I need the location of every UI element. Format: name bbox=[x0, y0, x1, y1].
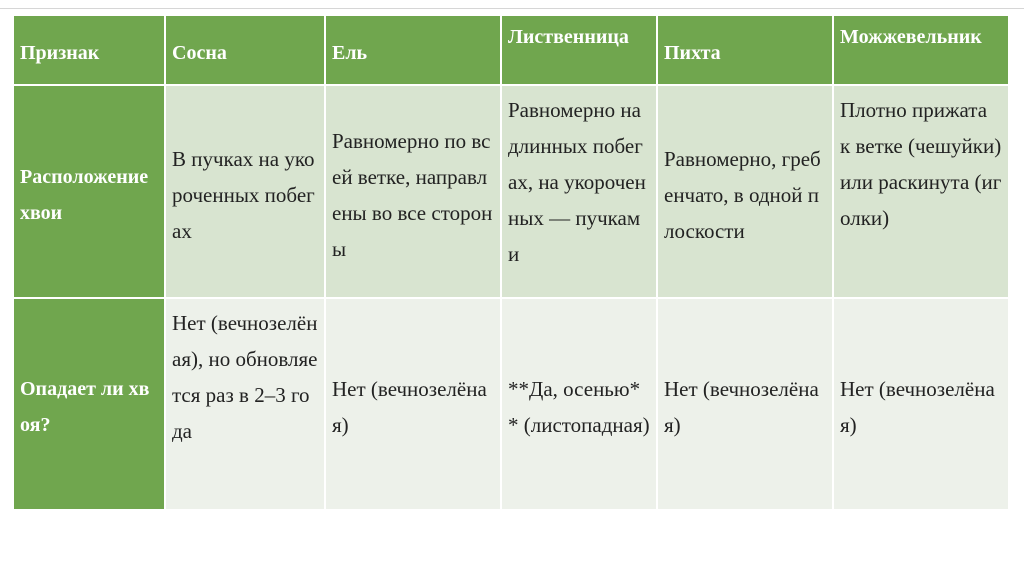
conifer-comparison-table bbox=[14, 16, 1010, 511]
header-feature: Признак bbox=[14, 16, 166, 86]
cell-spruce-shedding: Нет (вечнозелёная) bbox=[326, 299, 502, 511]
header-juniper: Можжевельник bbox=[834, 16, 1010, 86]
cell-larch-shedding: **Да, осенью** (листопадная) bbox=[502, 299, 658, 511]
row-label-needle-shedding: Опадает ли хвоя? bbox=[14, 299, 166, 511]
header-larch: Лиственница bbox=[502, 16, 658, 86]
table-row bbox=[14, 299, 1010, 511]
cell-larch-arrangement: Равномерно на длинных побегах, на укороченных — пучками bbox=[502, 86, 658, 299]
cell-juniper-arrangement: Плотно прижата к ветке (чешуйки) или раскинута (иголки) bbox=[834, 86, 1010, 299]
cell-spruce-arrangement: Равномерно по всей ветке, направлены во все стороны bbox=[326, 86, 502, 299]
cell-pine-shedding: Нет (вечнозелёная), но обновляется раз в 2–3 года bbox=[166, 299, 326, 511]
slide-top-border bbox=[0, 8, 1024, 9]
header-spruce: Ель bbox=[326, 16, 502, 86]
cell-pine-arrangement: В пучках на укороченных побегах bbox=[166, 86, 326, 299]
cell-fir-arrangement: Равномерно, гребенчато, в одной плоскости bbox=[658, 86, 834, 299]
cell-fir-shedding: Нет (вечнозелёная) bbox=[658, 299, 834, 511]
cell-juniper-shedding: Нет (вечнозелёная) bbox=[834, 299, 1010, 511]
header-row bbox=[14, 16, 1010, 86]
table-row bbox=[14, 86, 1010, 299]
row-label-needle-arrangement: Расположение хвои bbox=[14, 86, 166, 299]
header-pine: Сосна bbox=[166, 16, 326, 86]
header-fir: Пихта bbox=[658, 16, 834, 86]
